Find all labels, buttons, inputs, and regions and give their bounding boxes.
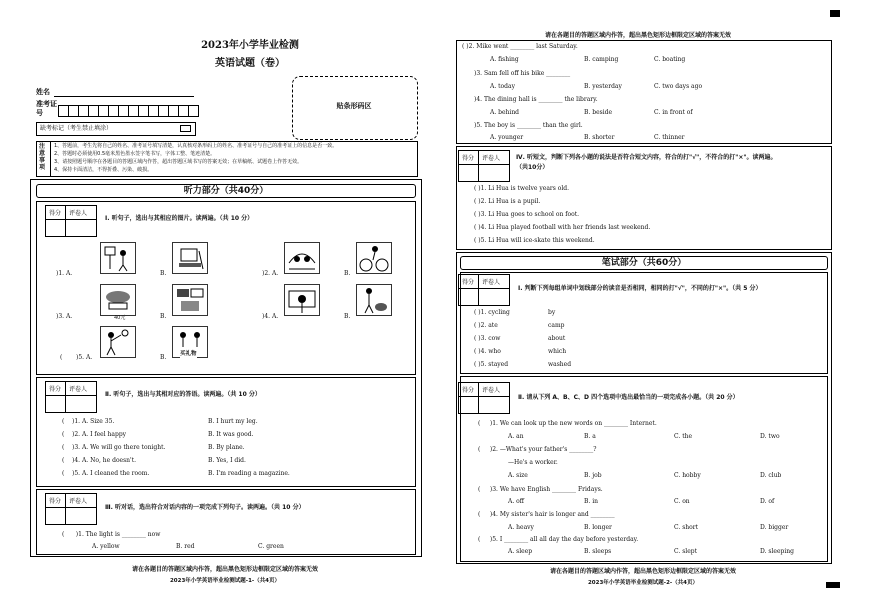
- notice-divider: [50, 141, 51, 176]
- w1-item-5-word: washed: [548, 361, 572, 368]
- exam-page-1: [0, 0, 430, 615]
- notice-item-1: 1、答题前，考生先将自己的姓名、准考证号填写清楚，认真核对条形码上的姓名、准考证号与自己的准考证上的信息是否一致。: [54, 143, 338, 149]
- q2-item-1: ( )1. A. Size 35.: [62, 418, 115, 425]
- q1-item-5-label: )5. A.: [76, 354, 93, 361]
- w2-item-4-a: A. heavy: [508, 524, 534, 531]
- q2-item-1-b: B. I hurt my leg.: [208, 418, 258, 425]
- q1-item-4-label: )4. A.: [262, 313, 279, 320]
- q3-opt-a: A. yellow: [92, 543, 120, 550]
- q2-score-box[interactable]: 得分 评卷人: [45, 381, 97, 413]
- w2-item-5-c: C. slept: [674, 548, 697, 555]
- exam-id-label: 准考证号: [36, 100, 57, 117]
- w2-item-5: ( )5. I ________ all all day the day before yesterday.: [478, 536, 639, 543]
- q1-4b-picture: [356, 284, 392, 316]
- q3-item-3: )3. Sam fell off his bike ________: [474, 70, 571, 77]
- q4-title-points: （共10分）: [516, 164, 549, 171]
- w1-item-5: ( )5. stayed: [474, 361, 509, 368]
- notice-item-4: 4、保持卡面清洁，不得折叠、污染、破损。: [54, 167, 153, 173]
- q3-item-5-c: C. thinner: [654, 134, 685, 141]
- w2-item-2-reply: —He's a worker.: [508, 459, 558, 466]
- w2-title: Ⅱ. 请从下列 A、B、C、D 四个选项中选出最恰当的一项完成各小题。（共 20 分）: [518, 394, 739, 401]
- exam-page-2: [438, 0, 870, 615]
- absent-mark-box[interactable]: [180, 125, 191, 132]
- listening-header: 听力部分（共40分）: [36, 184, 416, 198]
- w2-item-2-d: D. club: [760, 472, 782, 479]
- q3-item-4-c: C. in front of: [654, 109, 693, 116]
- left-footer: 2023年小学英语毕业检测试题-1-（共4页）: [169, 578, 281, 584]
- w2-item-3-c: C. on: [674, 498, 690, 505]
- q2-item-3: ( )3. A. We will go there tonight.: [62, 444, 166, 451]
- w2-item-3-b: B. in: [584, 498, 599, 505]
- score-label: 得分: [49, 210, 62, 217]
- right-warning-top: 请在各题目的答题区域内作答，超出黑色矩形边框限定区域的答案无效: [544, 32, 731, 39]
- q1-item-5-paren: (: [60, 354, 63, 361]
- q3-item-3-b: B. yesterday: [584, 83, 622, 90]
- absent-mark-label: 缺考标记（考生禁止填涂）: [40, 125, 113, 132]
- q2-item-2: ( )2. A. I feel happy: [62, 431, 127, 438]
- exam-id-cells[interactable]: [58, 102, 198, 121]
- q1-3a-price: 40元: [114, 315, 126, 321]
- exam-subtitle: 英语试题（卷）: [215, 58, 285, 69]
- q4-item-1: ( )1. Li Hua is twelve years old.: [474, 185, 570, 192]
- q1-item-2-b-label: B.: [344, 270, 351, 277]
- q2-item-5-b: B. I'm reading a magazine.: [208, 470, 290, 477]
- q4-item-5: ( )5. Li Hua will ice-skate this weekend.: [474, 237, 595, 244]
- grader-label: 评卷人: [69, 210, 88, 217]
- q3-item-2: ( )2. Mike went ________ last Saturday.: [462, 43, 578, 50]
- q3-item-1: ( )1. The light is ________ now: [62, 531, 161, 538]
- q4-title: Ⅳ. 听短文，判断下列各小题的说法是否符合短文内容，符合的打"√"，不符合的打"×"。读两遍。: [516, 154, 777, 161]
- w1-score-box[interactable]: 得分 评卷人: [458, 274, 510, 306]
- q1-3a-picture: [100, 284, 136, 316]
- w2-item-5-a: A. sleep: [508, 548, 533, 555]
- w2-item-2-c: C. hobby: [674, 472, 701, 479]
- w2-item-3-d: D. of: [760, 498, 775, 505]
- w2-item-4: ( )4. My sister's hair is longer and ________: [478, 511, 615, 518]
- w2-item-4-b: B. longer: [584, 524, 612, 531]
- w2-item-4-d: D. bigger: [760, 524, 789, 531]
- q2-item-4: ( )4. A. No, he doesn't.: [62, 457, 137, 464]
- w2-item-5-b: B. sleeps: [584, 548, 612, 555]
- name-label: 姓名: [36, 88, 50, 96]
- q3-item-2-c: C. boating: [654, 56, 686, 63]
- q1-5b-caption: 买礼物: [180, 351, 197, 357]
- q1-2b-picture: [356, 242, 392, 274]
- q1-score-box[interactable]: [45, 205, 97, 237]
- q1-2a-picture: [284, 242, 320, 274]
- q3-score-box[interactable]: 得分 评卷人: [45, 493, 97, 525]
- q1-3b-picture: [172, 284, 208, 316]
- q1-1a-picture: [100, 242, 136, 274]
- w2-item-1-d: D. two: [760, 433, 780, 440]
- q4-item-4: ( )4. Li Hua played football with her friends last weekend.: [474, 224, 651, 231]
- q3-item-4: )4. The dining hall is ________ the library.: [474, 96, 598, 103]
- w1-item-3: ( )3. cow: [474, 335, 501, 342]
- q2-title: Ⅱ. 听句子，选出与其相对应的答语。读两遍。（共 10 分）: [105, 391, 261, 398]
- q1-4a-picture: [284, 284, 320, 316]
- q3-item-2-b: B. camping: [584, 56, 619, 63]
- corner-mark-top: [830, 10, 840, 17]
- w2-score-box[interactable]: 得分 评卷人: [458, 382, 510, 414]
- w1-item-2-word: camp: [548, 322, 565, 329]
- notice-label: 注意事项: [39, 143, 46, 171]
- right-warning: 请在各题目的答题区域内作答，超出黑色矩形边框限定区域的答案无效: [549, 568, 736, 575]
- left-warning: 请在各题目的答题区域内作答，超出黑色矩形边框限定区域的答案无效: [131, 566, 318, 573]
- w1-item-4: ( )4. who: [474, 348, 501, 355]
- q1-item-4-b-label: B.: [344, 313, 351, 320]
- w2-item-4-c: C. short: [674, 524, 699, 531]
- q1-1b-picture: [172, 242, 208, 274]
- q1-5a-picture: [100, 326, 136, 358]
- right-footer: 2023年小学英语毕业检测试题-2-（共4页）: [587, 580, 699, 586]
- w2-item-1: ( )1. We can look up the new words on ________ Internet.: [478, 420, 657, 427]
- w2-item-1-c: C. the: [674, 433, 693, 440]
- exam-title: 2023年小学毕业检测: [201, 40, 299, 51]
- q3-opt-c: C. green: [258, 543, 284, 550]
- name-line[interactable]: [54, 96, 194, 97]
- q2-item-3-b: B. By plane.: [208, 444, 245, 451]
- w1-item-1: ( )1. cycling: [474, 309, 510, 316]
- q3-item-3-a: A. today: [490, 83, 515, 90]
- q3-title: Ⅲ. 听对话，选出符合对话内容的一项完成下列句子。读两遍。（共 10 分）: [105, 504, 305, 511]
- q2-item-5: ( )5. A. I cleaned the room.: [62, 470, 150, 477]
- q4-item-3: ( )3. Li Hua goes to school on foot.: [474, 211, 580, 218]
- q2-item-4-b: B. Yes, I did.: [208, 457, 246, 464]
- q3-opt-b: B. red: [176, 543, 195, 550]
- q1-item-1-b-label: B.: [160, 270, 167, 277]
- q1-item-3-label: )3. A.: [56, 313, 73, 320]
- w2-item-3-a: A. off: [508, 498, 525, 505]
- notice-item-3: 3、请按照题号顺序在各题目的答题区域内作答，超出答题区域书写的答案无效；在草稿纸、试题卷上作答无效。: [54, 159, 303, 165]
- q1-item-2-label: )2. A.: [262, 270, 279, 277]
- w2-item-2-a: A. size: [508, 472, 528, 479]
- w2-item-5-d: D. sleeping: [760, 548, 794, 555]
- q3-item-4-b: B. beside: [584, 109, 613, 116]
- q1-title: Ⅰ. 听句子，选出与其相应的图片。读两遍。（共 10 分）: [105, 215, 254, 222]
- q1-item-1-label: )1. A.: [56, 270, 73, 277]
- q3-item-2-a: A. fishing: [490, 56, 519, 63]
- w2-block: [460, 376, 828, 562]
- q1-item-3-b-label: B.: [160, 313, 167, 320]
- w1-title: Ⅰ. 判断下列每组单词中划线部分的读音是否相同，相同的打"√"，不同的打"×"。（共 5 分）: [518, 285, 762, 292]
- w1-item-1-word: by: [548, 309, 556, 316]
- q2-item-2-b: B. It was good.: [208, 431, 254, 438]
- w2-item-2: ( )2. —What's your father's ________?: [478, 446, 597, 453]
- q3-item-4-a: A. behind: [490, 109, 520, 116]
- notice-item-2: 2、答题时必须使用0.5毫米黑色墨水签字笔书写，字体工整、笔迹清楚。: [54, 151, 216, 157]
- w2-item-1-a: A. an: [508, 433, 524, 440]
- barcode-label: 贴条形码区: [336, 102, 372, 110]
- w2-item-1-b: B. a: [584, 433, 596, 440]
- w1-item-4-word: which: [548, 348, 567, 355]
- q3-item-3-c: C. two days ago: [654, 83, 703, 90]
- q3-item-5-a: A. younger: [490, 134, 524, 141]
- q4-score-box[interactable]: 得分 评卷人: [458, 150, 510, 182]
- w2-item-3: ( )3. We have English ________ Fridays.: [478, 486, 603, 493]
- q3-item-5-b: B. shorter: [584, 134, 615, 141]
- writing-header: 笔试部分（共60分）: [460, 256, 828, 270]
- q3-item-5: )5. The boy is ________ than the girl.: [474, 122, 583, 129]
- q4-item-2: ( )2. Li Hua is a pupil.: [474, 198, 541, 205]
- w2-item-2-b: B. job: [584, 472, 602, 479]
- q1-item-5-b-label: B.: [160, 354, 167, 361]
- w1-item-3-word: about: [548, 335, 566, 342]
- w1-item-2: ( )2. ate: [474, 322, 498, 329]
